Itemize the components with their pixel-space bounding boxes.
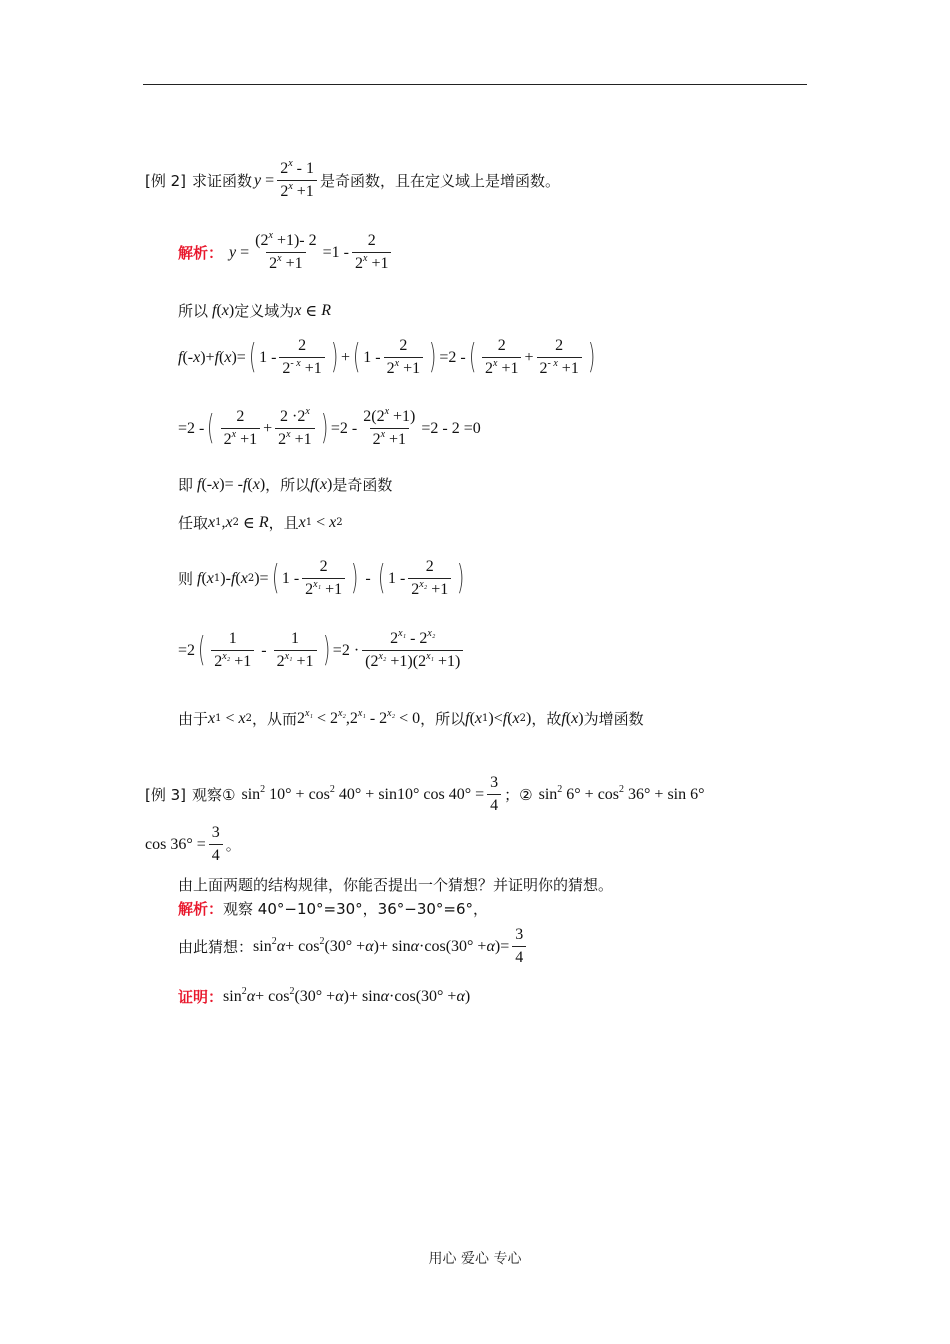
page-footer: 用心 爱心 专心: [428, 1251, 522, 1267]
increase-proof-line-1: 则 f ( x 1 )- f ( x 2 )= ( 1 - $\frac{2}{2^{x_1} +1}$ ) - ( 1 - $\frac{2}{2^{x_2} +1}$ ): [178, 558, 465, 599]
increase-conclusion: 由于 x 1 < x 2 ，从而 $2^{x_1} < 2^{x_2},2^{x_1} - 2^{x_2} < 0$ ，所以 f ( x 1 )< f ( x 2 ) ，故 f ( x ) 为增函数: [178, 707, 644, 728]
analysis-line: 解析： y = $\frac{(2^x +1)- 2}{2^x +1}$ =1 - $\frac{2}{2^x +1}$: [178, 232, 394, 273]
example-3-question: 由上面两题的结构规律，你能否提出一个猜想？并证明你的猜想。: [178, 876, 614, 894]
example-3-analysis: 解析： 观察 40°−10°=30°，36°−30°=6°，: [178, 900, 489, 918]
increase-proof-line-2: =2 ( $\frac{1}{2^{x_2} +1}$ - $\frac{1}{2^{x_1} +1}$ ) =2 · $\frac{2^{x_1} - 2^{x_2}}{(2^{x_2} +1)(2^{x_1} +1)}$: [178, 630, 466, 671]
odd-proof-line-1: f (- x )+ f ( x )= ( 1 - $\frac{2}{2^{- x} +1}$ ) + ( 1 - $\frac{2}{2^x +1}$ ) =2 - ( $\frac{2}{2^x +1}$ + $\frac{2}{2^{- x} +1}$ ): [178, 337, 596, 378]
domain-line: 所以 f ( x ) 定义域为 x ∈ R: [178, 301, 331, 320]
odd-conclusion: 即 f (- x )= - f ( x ) ，所以 f ( x ) 是奇函数: [178, 475, 393, 494]
example-3-guess: 由此猜想： $\sin^2$ α + $\cos^2(30^\circ$ + α )+ sin α ·cos(30° + α )= $\frac{3}{4}$: [178, 926, 529, 967]
odd-proof-line-2: =2 - ( $\frac{2}{2^x +1}$ + $\frac{2 \cdot 2^x}{2^x +1}$ ) =2 - $\frac{2(2^x +1)}{2^x +1}$ =2 - 2 =0: [178, 406, 481, 449]
example-3-heading-cont: cos 36° = $\frac{3}{4}$ 。: [145, 824, 241, 864]
example-3-proof: 证明： $\sin^2$ α + $\cos^2(30^\circ$ + α )+ sin α ·cos(30° + α ): [178, 985, 471, 1006]
header-rule: [143, 84, 807, 85]
take-line: 任取 x 1 , x 2 ∈ R ，且 x 1 < x 2: [178, 513, 343, 532]
example-3-heading: [例 3] 观察① $\sin^2 10^\circ + \cos^2 40^\circ + \sin 10^\circ$ cos 40° = $\frac{3}{4}$ ；② $\sin^2 6^\circ + \cos^2 36^\circ + \sin 6^\circ$: [145, 774, 705, 814]
fraction: $\frac{2^x - 1}{2^x +1}$: [277, 160, 317, 201]
example-2-heading: [例 2] 求证函数 y = $\frac{2^x - 1}{2^x +1}$ 是奇函数，且在定义域上是增函数。: [145, 158, 560, 200]
